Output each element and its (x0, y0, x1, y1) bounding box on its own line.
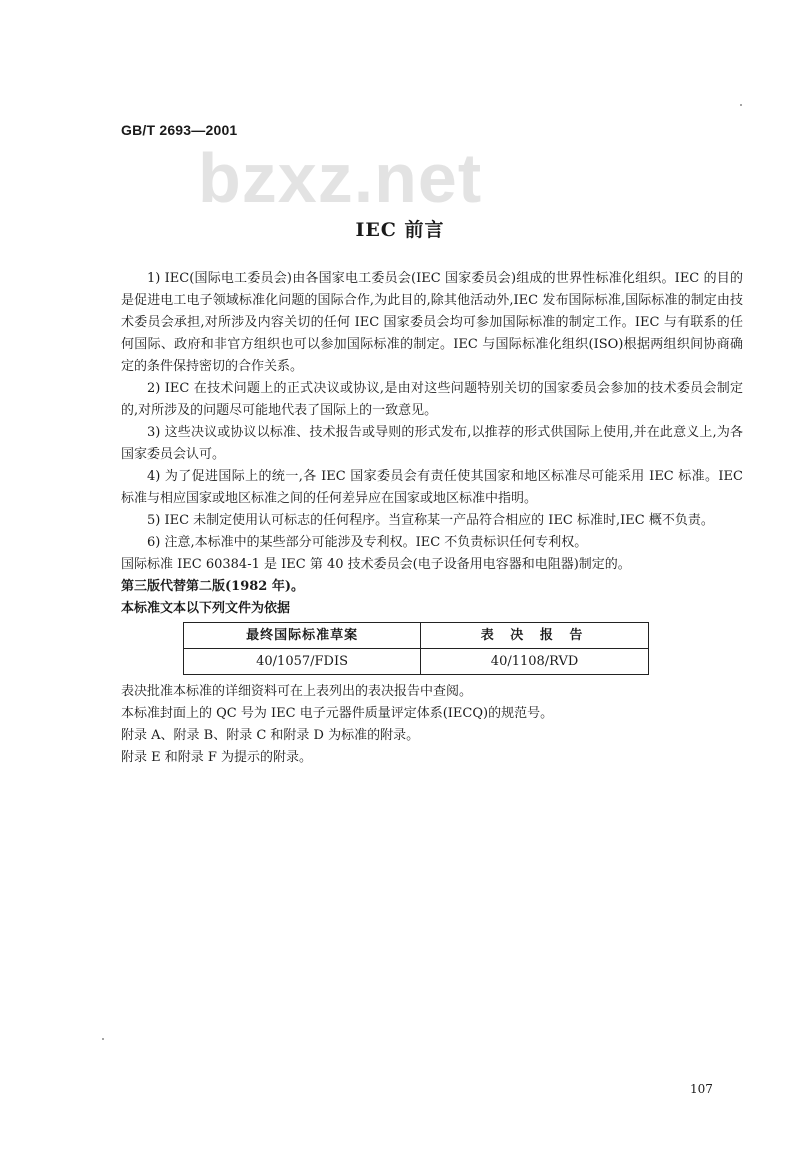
watermark: bzxz.net (198, 139, 483, 217)
paragraph-2: 2) IEC 在技术问题上的正式决议或协议,是由对这些问题特别关切的国家委员会参加的技术委员会制定的,对所涉及的问题尽可能地代表了国际上的一致意见。 (121, 381, 743, 418)
closing-line-2: 本标准封面上的 QC 号为 IEC 电子元器件质量评定体系(IECQ)的规范号。 (121, 706, 554, 721)
paragraph-1: 1) IEC(国际电工委员会)由各国家电工委员会(IEC 国家委员会)组成的世界性标准化组织。IEC 的目的是促进电工电子领域标准化问题的国际合作,为此目的,除其他活动外,IEC 发布国际标准,国际标准的制定由技术委员会承担,对所涉及内容关切的任何 IEC 国家委员会均可参加国际标准的制定工作。IEC 与有联系的任何国际、政府和非官方组织也可以参加国际标准的制定。IEC 与国际标准化组织(ISO)根据两组织间协商确定的条件保持密切的合作关系。 (121, 271, 743, 374)
origin-line: 国际标准 IEC 60384-1 是 IEC 第 40 技术委员会(电子设备用电容器和电阻器)制定的。 (121, 557, 631, 572)
basis-table (183, 622, 649, 675)
standard-number: GB/T 2693—2001 (121, 122, 238, 138)
table-header-rvd: 表 决 报 告 (421, 623, 649, 649)
table-row (184, 649, 649, 675)
document-body (121, 268, 743, 769)
paragraph-3: 3) 这些决议或协议以标准、技术报告或导则的形式发布,以推荐的形式供国际上使用,并在此意义上,为各国家委员会认可。 (121, 425, 743, 462)
basis-line: 本标准文本以下列文件为依据 (121, 601, 291, 616)
paragraph-5: 5) IEC 未制定使用认可标志的任何程序。当宣称某一产品符合相应的 IEC 标准时,IEC 概不负责。 (147, 513, 714, 528)
table-cell-rvd: 40/1108/RVD (421, 649, 649, 675)
scan-speck (740, 104, 742, 106)
table-header-fdis: 最终国际标准草案 (184, 623, 421, 649)
closing-line-4: 附录 E 和附录 F 为提示的附录。 (121, 750, 313, 765)
edition-line: 第三版代替第二版(1982 年)。 (121, 579, 305, 594)
paragraph-6: 6) 注意,本标准中的某些部分可能涉及专利权。IEC 不负责标识任何专利权。 (147, 535, 588, 550)
page-number: 107 (690, 1082, 713, 1096)
table-cell-fdis: 40/1057/FDIS (184, 649, 421, 675)
page-title: IEC 前言 (355, 219, 445, 241)
paragraph-4: 4) 为了促进国际上的统一,各 IEC 国家委员会有责任使其国家和地区标准尽可能采用 IEC 标准。IEC 标准与相应国家或地区标准之间的任何差异应在国家或地区标准中指明。 (121, 469, 743, 506)
table-header-row (184, 623, 649, 649)
scan-speck (102, 1038, 104, 1040)
closing-line-1: 表决批准本标准的详细资料可在上表列出的表决报告中查阅。 (121, 684, 473, 699)
closing-line-3: 附录 A、附录 B、附录 C 和附录 D 为标准的附录。 (121, 728, 420, 743)
